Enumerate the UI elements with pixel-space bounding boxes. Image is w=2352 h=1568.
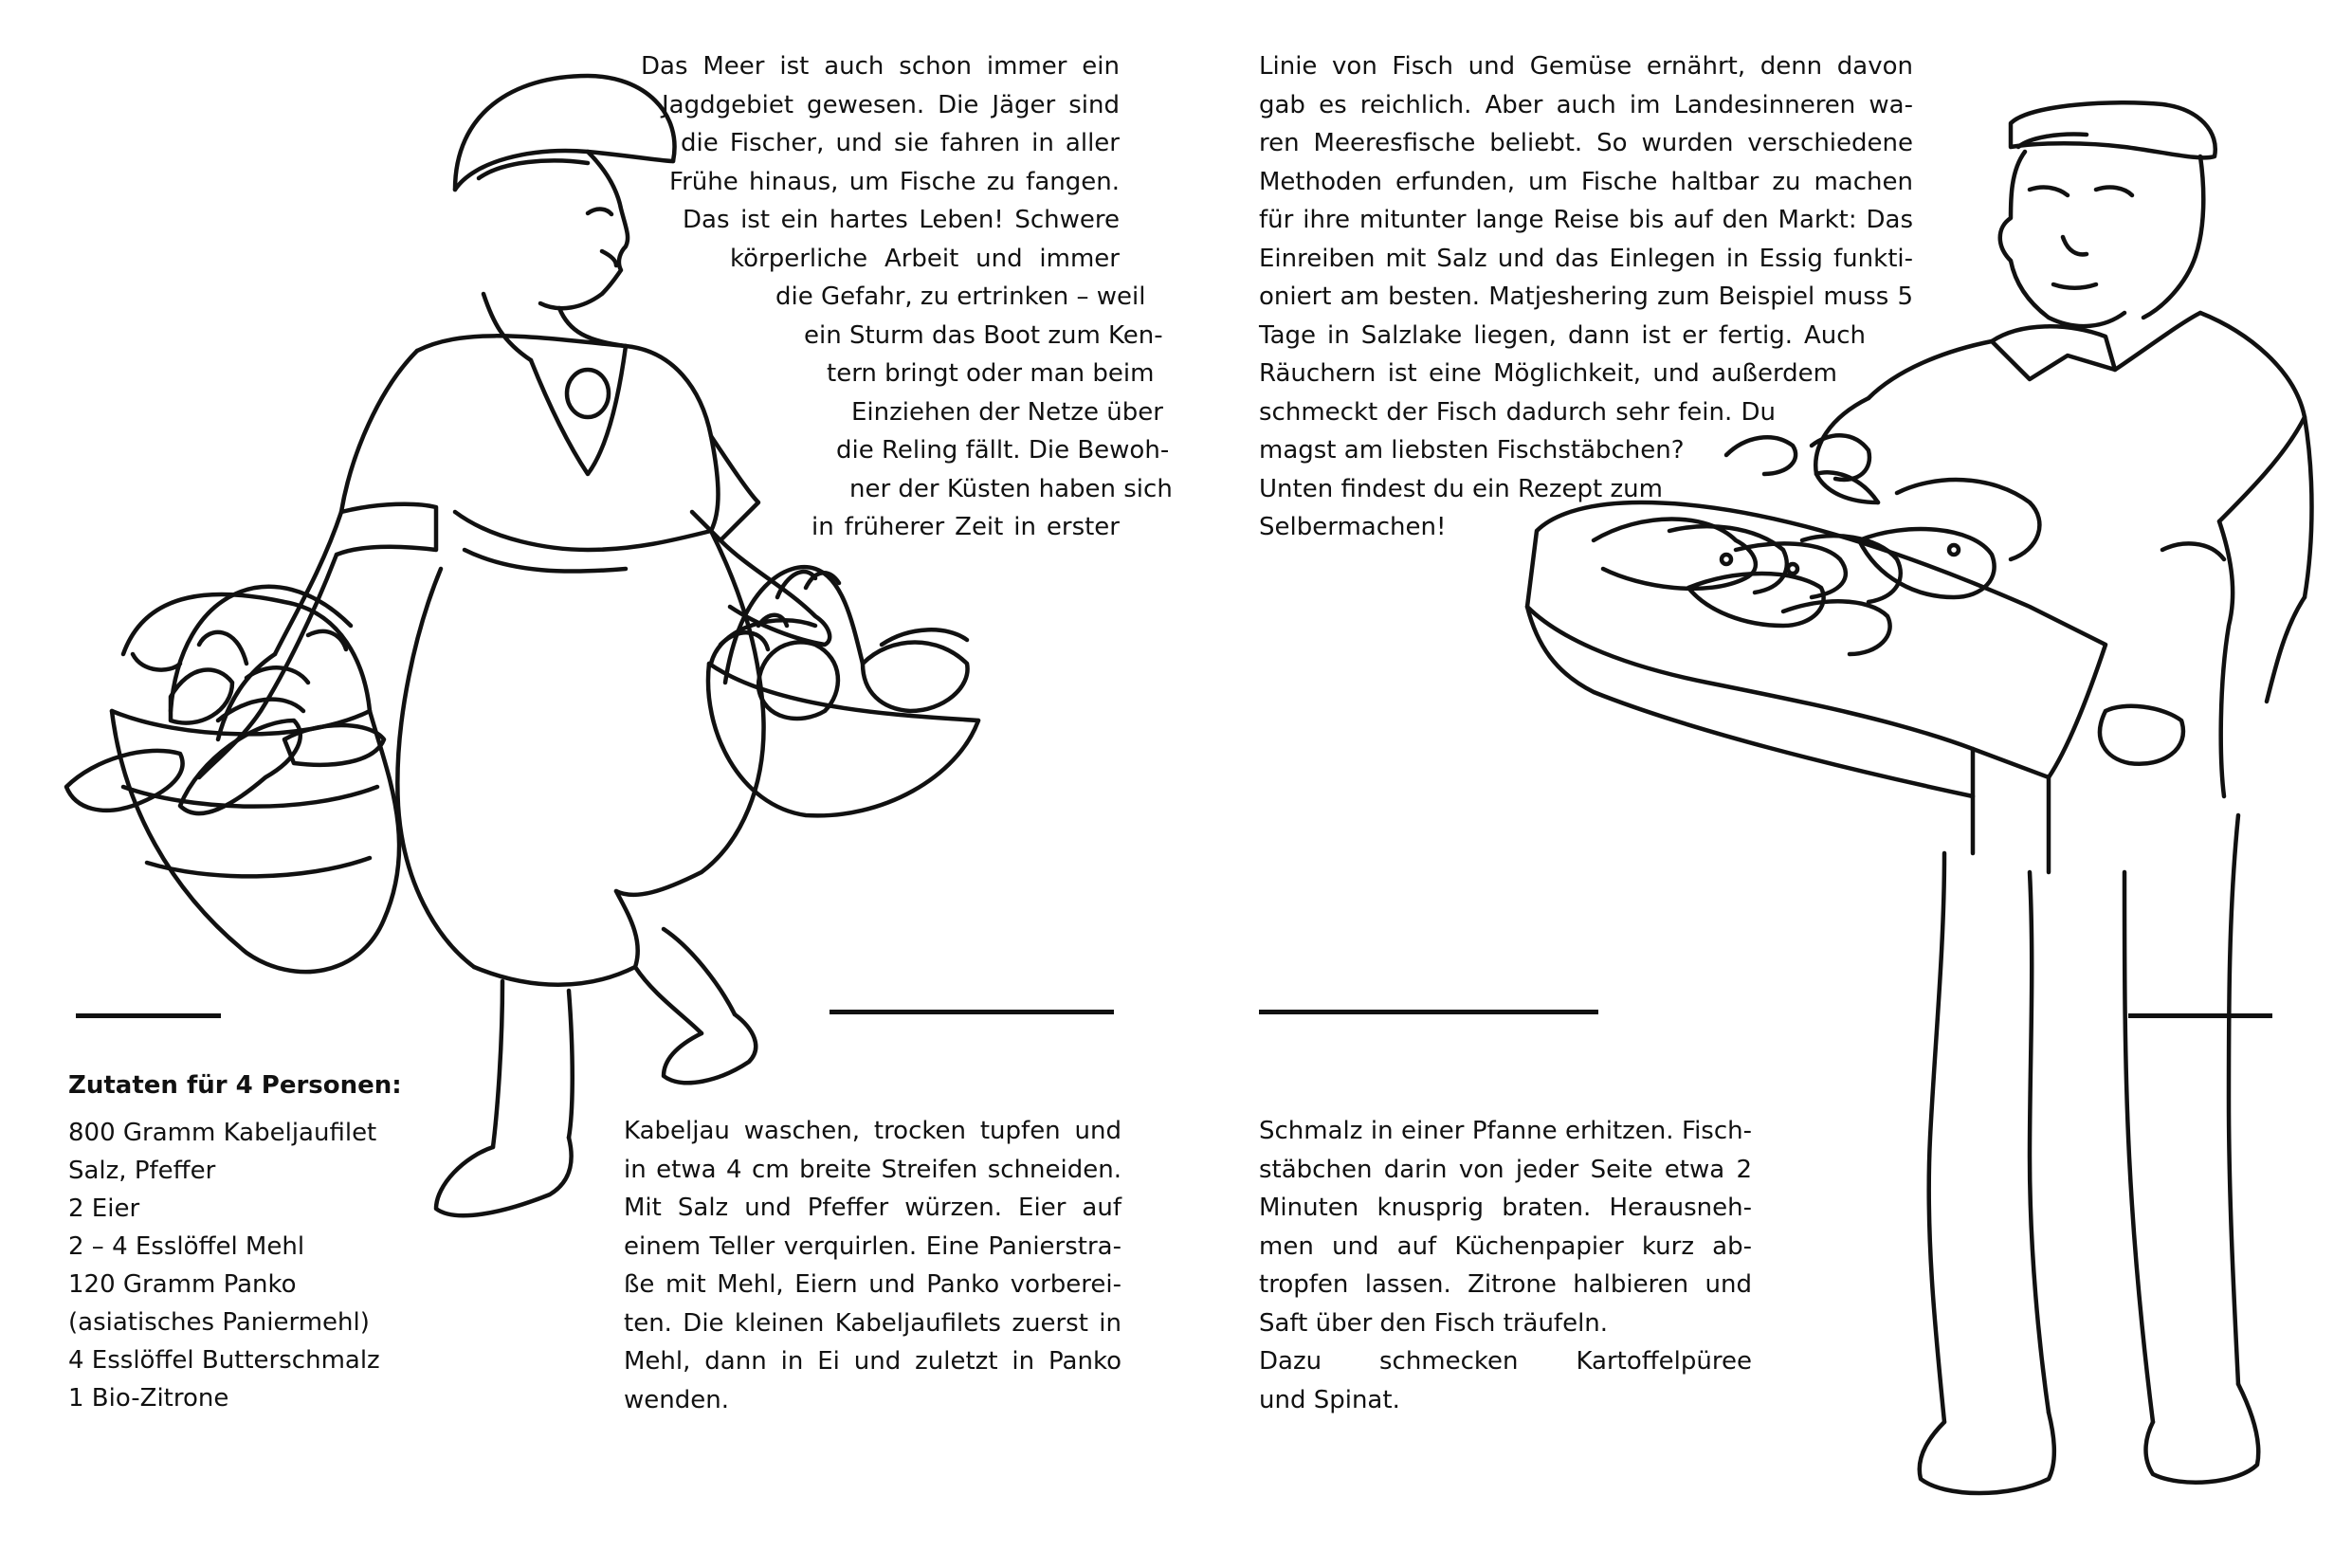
ingredient-item: 2 Eier: [68, 1194, 140, 1223]
intro-line: ren Meeresfische beliebt. So wurden verschiedene: [1259, 129, 1913, 157]
ingredient-item: (asiatisches Paniermehl): [68, 1308, 370, 1337]
step-line: Minuten knusprig braten. Herausneh-: [1259, 1194, 1752, 1222]
intro-text-left: [641, 47, 1173, 547]
intro-line: Linie von Fisch und Gemüse ernährt, denn davon: [1259, 52, 1913, 81]
intro-line: die Fischer, und sie fahren in aller: [681, 129, 1120, 157]
intro-line: Das ist ein hartes Leben! Schwere: [683, 206, 1120, 234]
step-line: Mehl, dann in Ei und zuletzt in Panko: [624, 1347, 1121, 1376]
intro-line: Selbermachen!: [1259, 513, 1447, 541]
divider-rule: [830, 1010, 1114, 1014]
ingredients-heading: Zutaten für 4 Personen:: [68, 1071, 402, 1100]
ingredient-item: 2 – 4 Esslöffel Mehl: [68, 1232, 305, 1261]
intro-line: die Reling fällt. Die Bewoh-: [836, 436, 1170, 465]
intro-line: Einziehen der Netze über: [851, 397, 1163, 427]
divider-rule: [76, 1013, 221, 1018]
intro-line: Jagdgebiet gewesen. Die Jäger sind: [662, 90, 1120, 119]
recipe-step-1: [624, 1112, 1121, 1419]
right-basket-drawing: [708, 567, 978, 815]
divider-rule: [2128, 1013, 2272, 1018]
step-line: tropfen lassen. Zitrone halbieren und: [1259, 1270, 1752, 1299]
intro-line: ein Sturm das Boot zum Ken-: [804, 320, 1163, 350]
step-line: Saft über den Fisch träufeln.: [1259, 1308, 1609, 1338]
intro-line: magst am liebsten Fischstäbchen?: [1259, 436, 1685, 465]
intro-line: Räuchern ist eine Möglichkeit, und außerdem: [1259, 359, 1837, 388]
step-line: wenden.: [624, 1385, 729, 1414]
step-line: Kabeljau waschen, trocken tupfen und: [624, 1117, 1121, 1145]
step-line: stäbchen darin von jeder Seite etwa 2: [1259, 1155, 1752, 1184]
step-line: in etwa 4 cm breite Streifen schneiden.: [624, 1155, 1121, 1184]
intro-line: tern bringt oder man beim: [827, 359, 1155, 388]
step-line: ße mit Mehl, Eiern und Panko vorberei-: [624, 1270, 1121, 1299]
intro-line: Methoden erfunden, um Fische haltbar zu machen: [1259, 167, 1913, 196]
intro-line: Tage in Salzlake liegen, dann ist er fertig. Auch: [1259, 320, 1866, 350]
divider-rule: [1259, 1010, 1598, 1014]
intro-line: körperliche Arbeit und immer: [730, 244, 1120, 273]
ingredient-item: 120 Gramm Panko: [68, 1270, 297, 1299]
intro-line: Einreiben mit Salz und das Einlegen in Essig funkti-: [1259, 244, 1913, 273]
ingredients-list: [68, 1067, 466, 1417]
ingredient-item: Salz, Pfeffer: [68, 1157, 216, 1185]
left-basket-drawing: [66, 587, 399, 972]
step-line: men und auf Küchenpapier kurz ab-: [1259, 1231, 1752, 1261]
step-line: Dazu schmecken Kartoffelpüree: [1259, 1347, 1752, 1376]
step-line: einem Teller verquirlen. Eine Panierstra-: [624, 1231, 1121, 1261]
intro-line: in früherer Zeit in erster: [811, 513, 1120, 541]
intro-line: für ihre mitunter lange Reise bis auf den Markt: Das: [1259, 206, 1913, 234]
ingredient-item: 4 Esslöffel Butterschmalz: [68, 1346, 380, 1375]
step-line: Schmalz in einer Pfanne erhitzen. Fisch-: [1259, 1117, 1752, 1145]
step-line: Mit Salz und Pfeffer würzen. Eier auf: [624, 1194, 1121, 1222]
recipe-step-2: [1259, 1112, 1752, 1419]
intro-line: schmeckt der Fisch dadurch sehr fein. Du: [1259, 397, 1776, 427]
step-line: ten. Die kleinen Kabeljaufilets zuerst in: [624, 1308, 1121, 1338]
intro-line: Das Meer ist auch schon immer ein: [641, 52, 1120, 81]
ingredient-item: 800 Gramm Kabeljaufilet: [68, 1119, 377, 1147]
intro-line: die Gefahr, zu ertrinken – weil: [775, 283, 1146, 311]
ingredient-item: 1 Bio-Zitrone: [68, 1384, 229, 1413]
intro-line: Unten findest du ein Rezept zum: [1259, 474, 1663, 503]
right-page: [1176, 0, 2352, 1568]
intro-line: oniert am besten. Matjeshering zum Beispiel muss 5: [1259, 283, 1913, 311]
intro-line: gab es reichlich. Aber auch im Landesinneren wa-: [1259, 90, 1913, 119]
intro-line: ner der Küsten haben sich: [849, 474, 1173, 503]
intro-line: Frühe hinaus, um Fische zu fangen.: [669, 167, 1120, 196]
intro-text-right: [1259, 47, 1913, 547]
step-line: und Spinat.: [1259, 1385, 1400, 1414]
